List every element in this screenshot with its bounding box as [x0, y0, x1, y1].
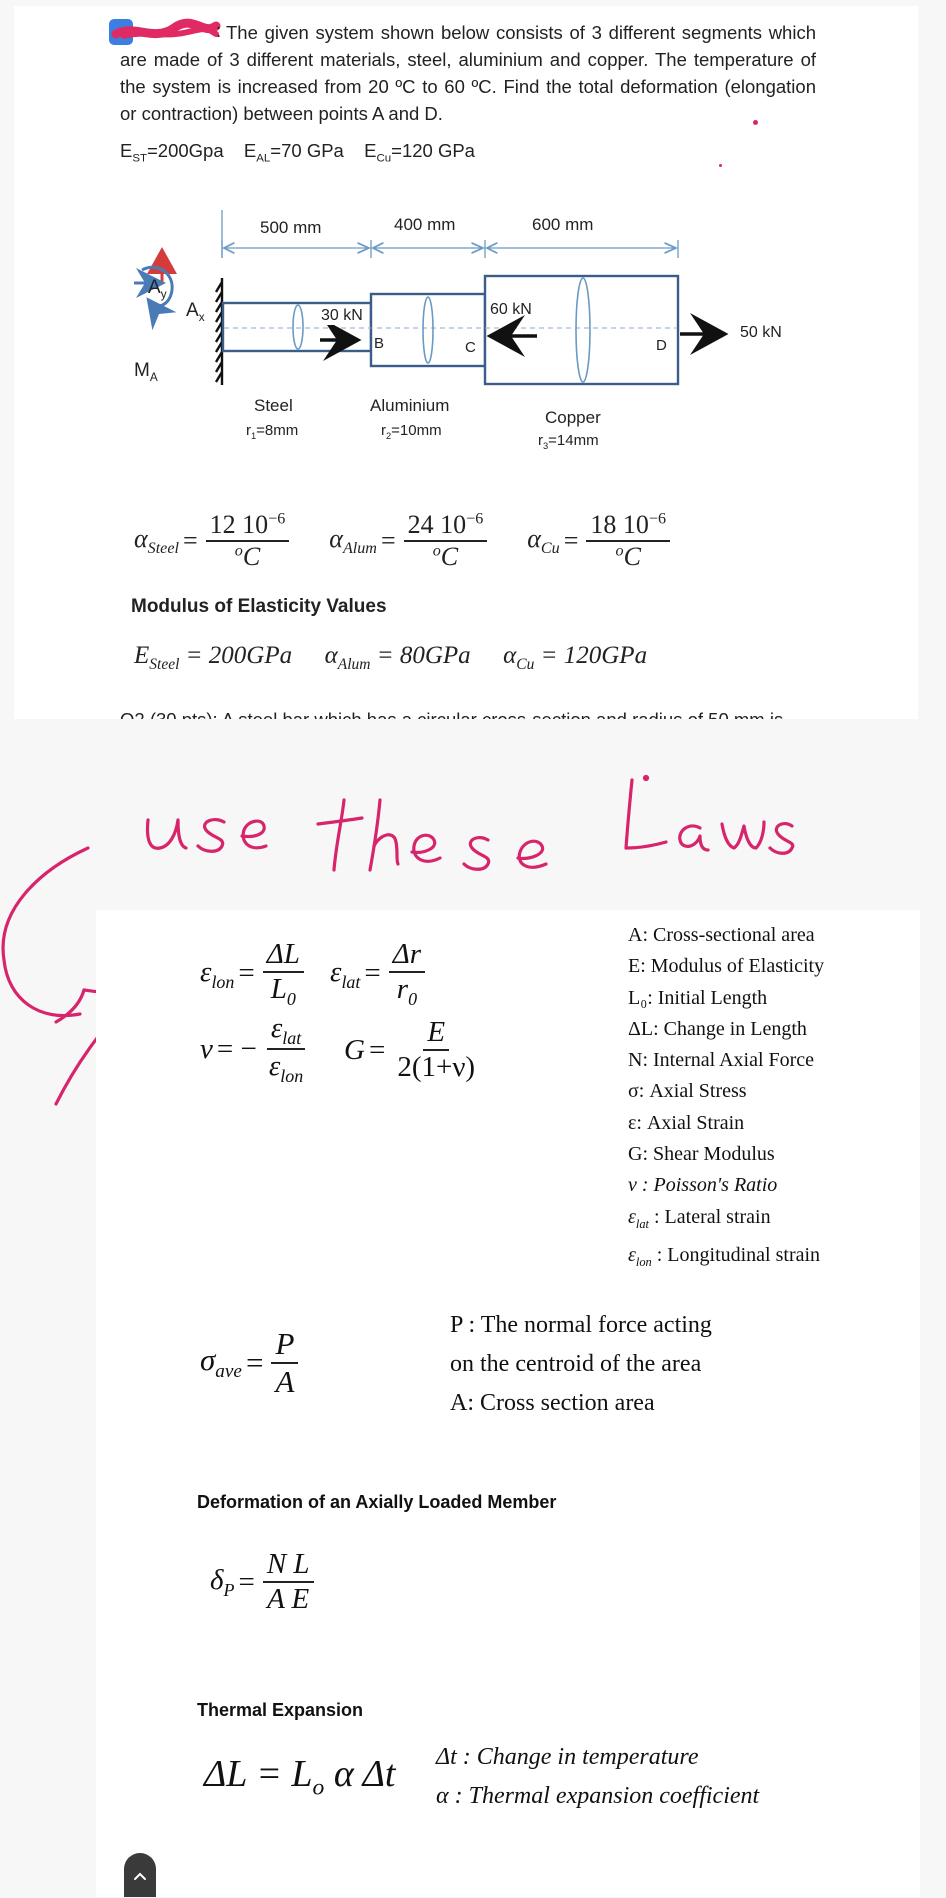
ecu-sub: Cu: [376, 152, 392, 165]
thermal-desc-line: α : Thermal expansion coefficient: [436, 1783, 760, 1809]
ma-label: $M_A$: [134, 360, 158, 384]
thermal-heading: Thermal Expansion: [197, 1700, 364, 1720]
moduli-line: [120, 140, 475, 165]
shear-modulus-equation: G = $\frac{E}{2(1+\nu)}$: [344, 1016, 476, 1084]
alpha-cu-frac: $\frac{18 10^{-6}}{^oC}$: [586, 510, 670, 572]
segment-aluminium-name: Aluminium: [370, 396, 450, 415]
legend-item: L₀: Initial Length: [628, 986, 768, 1009]
problem-colon: :: [216, 20, 222, 41]
legend-item-lon: $\varepsilon_{lon}$ : Longitudinal strain: [628, 1243, 821, 1269]
problem-statement: [120, 19, 816, 127]
problem-text: The given system shown below consists of 3 different segments which are made of 3 different materials, steel, aluminium and copper. The temperature of the system is increased from 20 ºC to 60 ºC. Find the total deformation (elongation or contraction) between points A and D.: [120, 22, 816, 124]
legend-item: N: Internal Axial Force: [628, 1049, 815, 1072]
dim-600: 600 mm: [532, 215, 594, 234]
point-d: D: [656, 337, 667, 354]
point-b: B: [374, 335, 385, 352]
stray-dot: [719, 164, 722, 167]
segment-steel-name: Steel: [254, 396, 293, 415]
legend-item: A: Cross-sectional area: [628, 924, 815, 946]
average-stress-equation: $\sigma_{ave}$ = $\frac{P}{A}$: [200, 1326, 302, 1399]
force-50kn-label: 50 kN: [740, 324, 782, 341]
poisson-equation: ν = − $\frac{\varepsilon_{lat}}{\varepsilon_{lon}}$: [200, 1012, 304, 1087]
alpha-alum: $\alpha_{Alum}$: [329, 523, 377, 557]
segment-steel-radius: $r_1=8mm$: [246, 422, 299, 441]
deformation-equation: $\delta_P$ = $\frac{\text{N L}}{\text{A E}}$: [210, 1548, 318, 1617]
stray-dot: [753, 120, 758, 125]
stress-description: [450, 1306, 712, 1423]
legend-item: ΔL: Change in Length: [628, 1017, 807, 1040]
chevron-up-icon: [124, 1853, 156, 1893]
thermal-desc-line: Δt : Change in temperature: [436, 1744, 699, 1770]
alpha-equations: $\alpha_{Steel}$ = $\frac{12 10^{-6}}{^oC}$ $\alpha_{Alum}$ = $\frac{24 10^{-6}}{^oC}$ $\alpha_{Cu}$ = $\frac{18 10^{-6}}{^oC}$: [134, 510, 674, 572]
strain-equation-lat: $\varepsilon_{lat}$ = $\frac{\Delta r}{r_0}$: [330, 938, 429, 1010]
alpha-cu: $\alpha_{Cu}$: [527, 523, 560, 557]
ecu-label: E: [364, 140, 377, 161]
eal-value: =70 GPa: [270, 140, 344, 161]
symbol-legend: [628, 920, 824, 1278]
force-30kn-label: 30 kN: [321, 307, 363, 324]
stress-desc-line: A: Cross section area: [450, 1390, 655, 1416]
point-c: C: [465, 339, 476, 356]
legend-item: ε: Axial Strain: [628, 1111, 745, 1134]
modulus-values-line: $E_{Steel} = 200GPa$ $\alpha_{Alum} = 80GPa$ $\alpha_{Cu} = 120GPa$: [134, 642, 648, 673]
ecu-value: =120 GPa: [391, 140, 475, 161]
legend-item-lat: $\varepsilon_{lat}$ : Lateral strain: [628, 1205, 771, 1231]
strain-equation-lon: $\varepsilon_{lon}$ = $\frac{\Delta L}{L_0}$: [200, 938, 308, 1010]
legend-item: σ: Axial Stress: [628, 1080, 747, 1103]
segment-copper-name: Copper: [545, 408, 601, 427]
cutoff-question-clip: [120, 700, 840, 719]
est-value: =200Gpa: [147, 140, 224, 161]
segment-copper-radius: $r_3=14mm$: [538, 432, 599, 451]
modulus-heading: Modulus of Elasticity Values: [131, 596, 387, 617]
alpha-alum-frac: $\frac{24 10^{-6}}{^oC}$: [404, 510, 488, 572]
deformation-heading: Deformation of an Axially Loaded Member: [197, 1492, 557, 1512]
force-60kn-label: 60 kN: [490, 301, 532, 318]
est-sub: ST: [132, 152, 147, 165]
dim-500: 500 mm: [260, 218, 322, 237]
bar-system-diagram: [120, 210, 820, 460]
thermal-equation: $\Delta L = L_o$ α Δt: [204, 1753, 396, 1801]
stress-desc-line: P : The normal force acting: [450, 1312, 712, 1338]
alpha-steel: $\alpha_{Steel}$: [134, 523, 179, 557]
segments: [223, 276, 678, 384]
segment-aluminium-radius: $r_2=10mm$: [381, 422, 442, 441]
eal-label: E: [243, 140, 257, 161]
eal-sub: AL: [256, 152, 271, 165]
legend-item: ν : Poisson's Ratio: [628, 1174, 778, 1197]
ax-label: $A_x$: [186, 300, 205, 324]
stress-desc-line: on the centroid of the area: [450, 1351, 702, 1377]
legend-item: E: Modulus of Elasticity: [628, 955, 825, 978]
est-label: E: [120, 140, 133, 161]
scroll-up-button[interactable]: [124, 1853, 156, 1897]
dim-400: 400 mm: [394, 215, 456, 234]
thermal-description: [436, 1738, 759, 1816]
ay-label: $A_y$: [148, 277, 167, 301]
alpha-steel-frac: $\frac{12 10^{-6}}{^oC}$: [206, 510, 290, 572]
fixed-support-wall: [216, 278, 222, 385]
legend-item: G: Shear Modulus: [628, 1143, 775, 1166]
